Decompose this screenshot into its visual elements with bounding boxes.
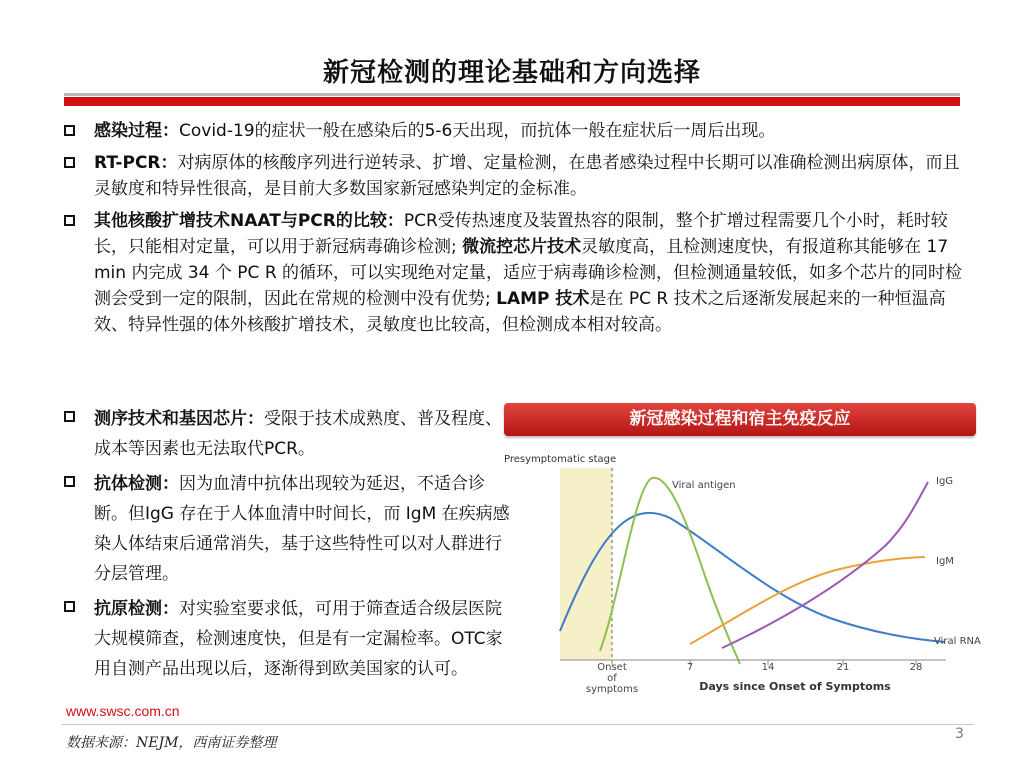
figure-header: 新冠感染过程和宿主免疫反应 <box>504 403 976 436</box>
bullet-text: 对实验室要求低，可用于筛查适合级层医院大规模筛查，检测速度快，但是有一定漏检率。OTC家用自测产品出现以后，逐渐得到欧美国家的认可。 <box>94 599 503 679</box>
igg-curve <box>722 482 928 648</box>
viral-rna-curve <box>560 513 945 642</box>
page-number: 3 <box>955 726 964 742</box>
igg-label: IgG <box>936 476 954 487</box>
title-underline-gray <box>64 93 960 96</box>
igm-label: IgM <box>936 556 954 567</box>
bullet-label: 抗原检测： <box>94 599 179 619</box>
bullet-text: 灵敏度高，且检测速度快，有报道称其能够在 17 min 内完成 34 个 PC R 的循环，可以实现绝对定量，适应于病毒确诊检测，但检测通量较低，如多个芯片的同时检测会受到一定的限制，因此在常规的检测中没有优势; <box>94 237 963 309</box>
page-title: 新冠检测的理论基础和方向选择 <box>322 58 701 88</box>
data-source-note: 数据来源：NEJM，西南证券整理 <box>66 735 277 751</box>
presymptomatic-band <box>560 468 612 660</box>
viral-antigen-label: Viral antigen <box>672 480 736 491</box>
bullet-antigen <box>62 594 512 684</box>
footer-divider <box>62 724 974 725</box>
bullet-label: 测序技术和基因芯片： <box>94 409 264 429</box>
top-bullet-list <box>62 118 972 344</box>
infection-immune-response-figure <box>500 446 981 710</box>
viral-antigen-curve <box>600 478 740 664</box>
checkbox-square-icon <box>64 215 75 226</box>
title-underline-red <box>64 97 960 106</box>
bullet-text: 因为血清中抗体出现较为延迟，不适合诊断。但IgG 存在于人体血清中时间长，而 IgM 在疾病感染人体结束后通常消失，基于这些特性可以对人群进行分层管理。 <box>94 474 510 584</box>
bullet-label: RT-PCR： <box>94 153 178 173</box>
checkbox-square-icon <box>64 476 75 487</box>
bullet-text: 对病原体的核酸序列进行逆转录、扩增、定量检测，在患者感染过程中长期可以准确检测出病原体，而且灵敏度和特异性很高，是目前大多数国家新冠感染判定的金标准。 <box>94 153 960 199</box>
bullet-sublabel-lamp: LAMP 技术 <box>496 289 590 309</box>
bullet-label: 其他核酸扩增技术NAAT与PCR的比较： <box>94 211 404 231</box>
checkbox-square-icon <box>64 125 75 136</box>
bullet-sequencing <box>62 404 512 464</box>
bullet-label: 感染过程： <box>94 121 179 141</box>
bullet-text: PCR受传热速度及装置热容的限制，整个扩增过程需要几个小时，耗时较长，只能相对定量，可以用于新冠病毒确诊检测; <box>94 211 948 257</box>
x-tick-label-of: of <box>607 673 617 684</box>
bullet-label: 抗体检测： <box>94 474 179 494</box>
x-axis-title: Days since Onset of Symptoms <box>699 680 891 693</box>
checkbox-square-icon <box>64 601 75 612</box>
x-tick-label-14: 14 <box>761 662 775 673</box>
x-tick-label-onset: Onset <box>597 662 627 673</box>
bullet-infection-process <box>62 118 972 144</box>
x-tick-label-7: 7 <box>686 662 694 673</box>
bullet-rt-pcr <box>62 150 972 202</box>
x-tick-label-28: 28 <box>909 662 923 673</box>
x-tick-label-21: 21 <box>836 662 850 673</box>
viral-rna-label: Viral RNA <box>934 636 981 647</box>
figure-svg <box>500 446 981 710</box>
bullet-text: Covid-19的症状一般在感染后的5-6天出现，而抗体一般在症状后一周后出现。 <box>179 121 776 141</box>
bullet-sublabel-microfluidic: 微流控芯片技术 <box>462 237 582 257</box>
x-tick-label-symptoms: symptoms <box>585 684 639 695</box>
bullet-text: 是在 PC R 技术之后逐渐发展起来的一种恒温高效、特异性强的体外核酸扩增技术，灵敏度也比较高，但检测成本相对较高。 <box>94 289 946 335</box>
website-link[interactable]: www.swsc.com.cn <box>66 703 180 719</box>
bullet-text: 受限于技术成熟度、普及程度、成本等因素也无法取代PCR。 <box>94 409 502 459</box>
left-bullet-list <box>62 404 512 689</box>
bullet-naat-comparison <box>62 208 972 338</box>
bullet-antibody <box>62 469 512 589</box>
presymptomatic-label: Presymptomatic stage <box>504 454 617 465</box>
checkbox-square-icon <box>64 157 75 168</box>
checkbox-square-icon <box>64 411 75 422</box>
